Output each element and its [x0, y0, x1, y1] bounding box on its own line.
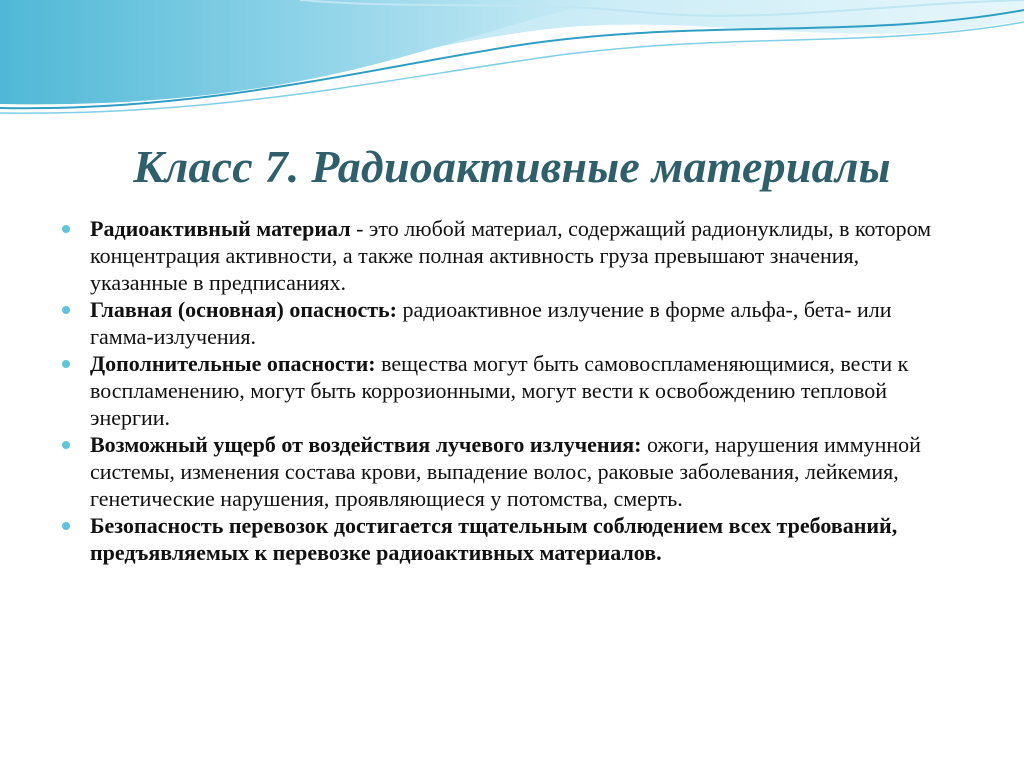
item-text: радиоактивное излучение в форме альфа-, бета- или гамма-излучения.: [90, 297, 892, 349]
list-item: [60, 215, 960, 296]
decorative-waves: [0, 0, 1024, 120]
list-item: [60, 296, 960, 350]
bullet-icon: [62, 522, 70, 530]
item-term: Главная (основная) опасность:: [90, 297, 397, 322]
bullet-icon: [62, 225, 70, 233]
bullet-icon: [62, 306, 70, 314]
item-term: Радиоактивный материал: [90, 216, 351, 241]
list-item: [60, 350, 960, 431]
bullet-icon: [62, 441, 70, 449]
item-text: - это любой материал, содержащий радионуклиды, в котором концентрация активности, а также полная активность груза превышают значения, указанные в предписаниях.: [90, 216, 932, 295]
item-term: Возможный ущерб от воздействия лучевого излучения:: [90, 432, 642, 457]
bullet-icon: [62, 360, 70, 368]
bullet-list: [60, 215, 960, 566]
item-term: Дополнительные опасности:: [90, 351, 376, 376]
item-text: ожоги, нарушения иммунной системы, изменения состава крови, выпадение волос, раковые заболевания, лейкемия, генетические нарушения, проявляющиеся у потомства, смерть.: [90, 432, 921, 511]
item-text: вещества могут быть самовоспламеняющимися, вести к воспламенению, могут быть коррозионными, могут вести к освобождению тепловой энергии.: [90, 351, 909, 430]
slide-title: Класс 7. Радиоактивные материалы: [133, 141, 891, 192]
item-term: Безопасность перевозок достигается тщательным соблюдением всех требований, предъявляемых к перевозке радиоактивных материалов.: [90, 513, 898, 565]
list-item: [60, 431, 960, 512]
list-item: [60, 512, 960, 566]
wave-front: [0, 0, 620, 104]
